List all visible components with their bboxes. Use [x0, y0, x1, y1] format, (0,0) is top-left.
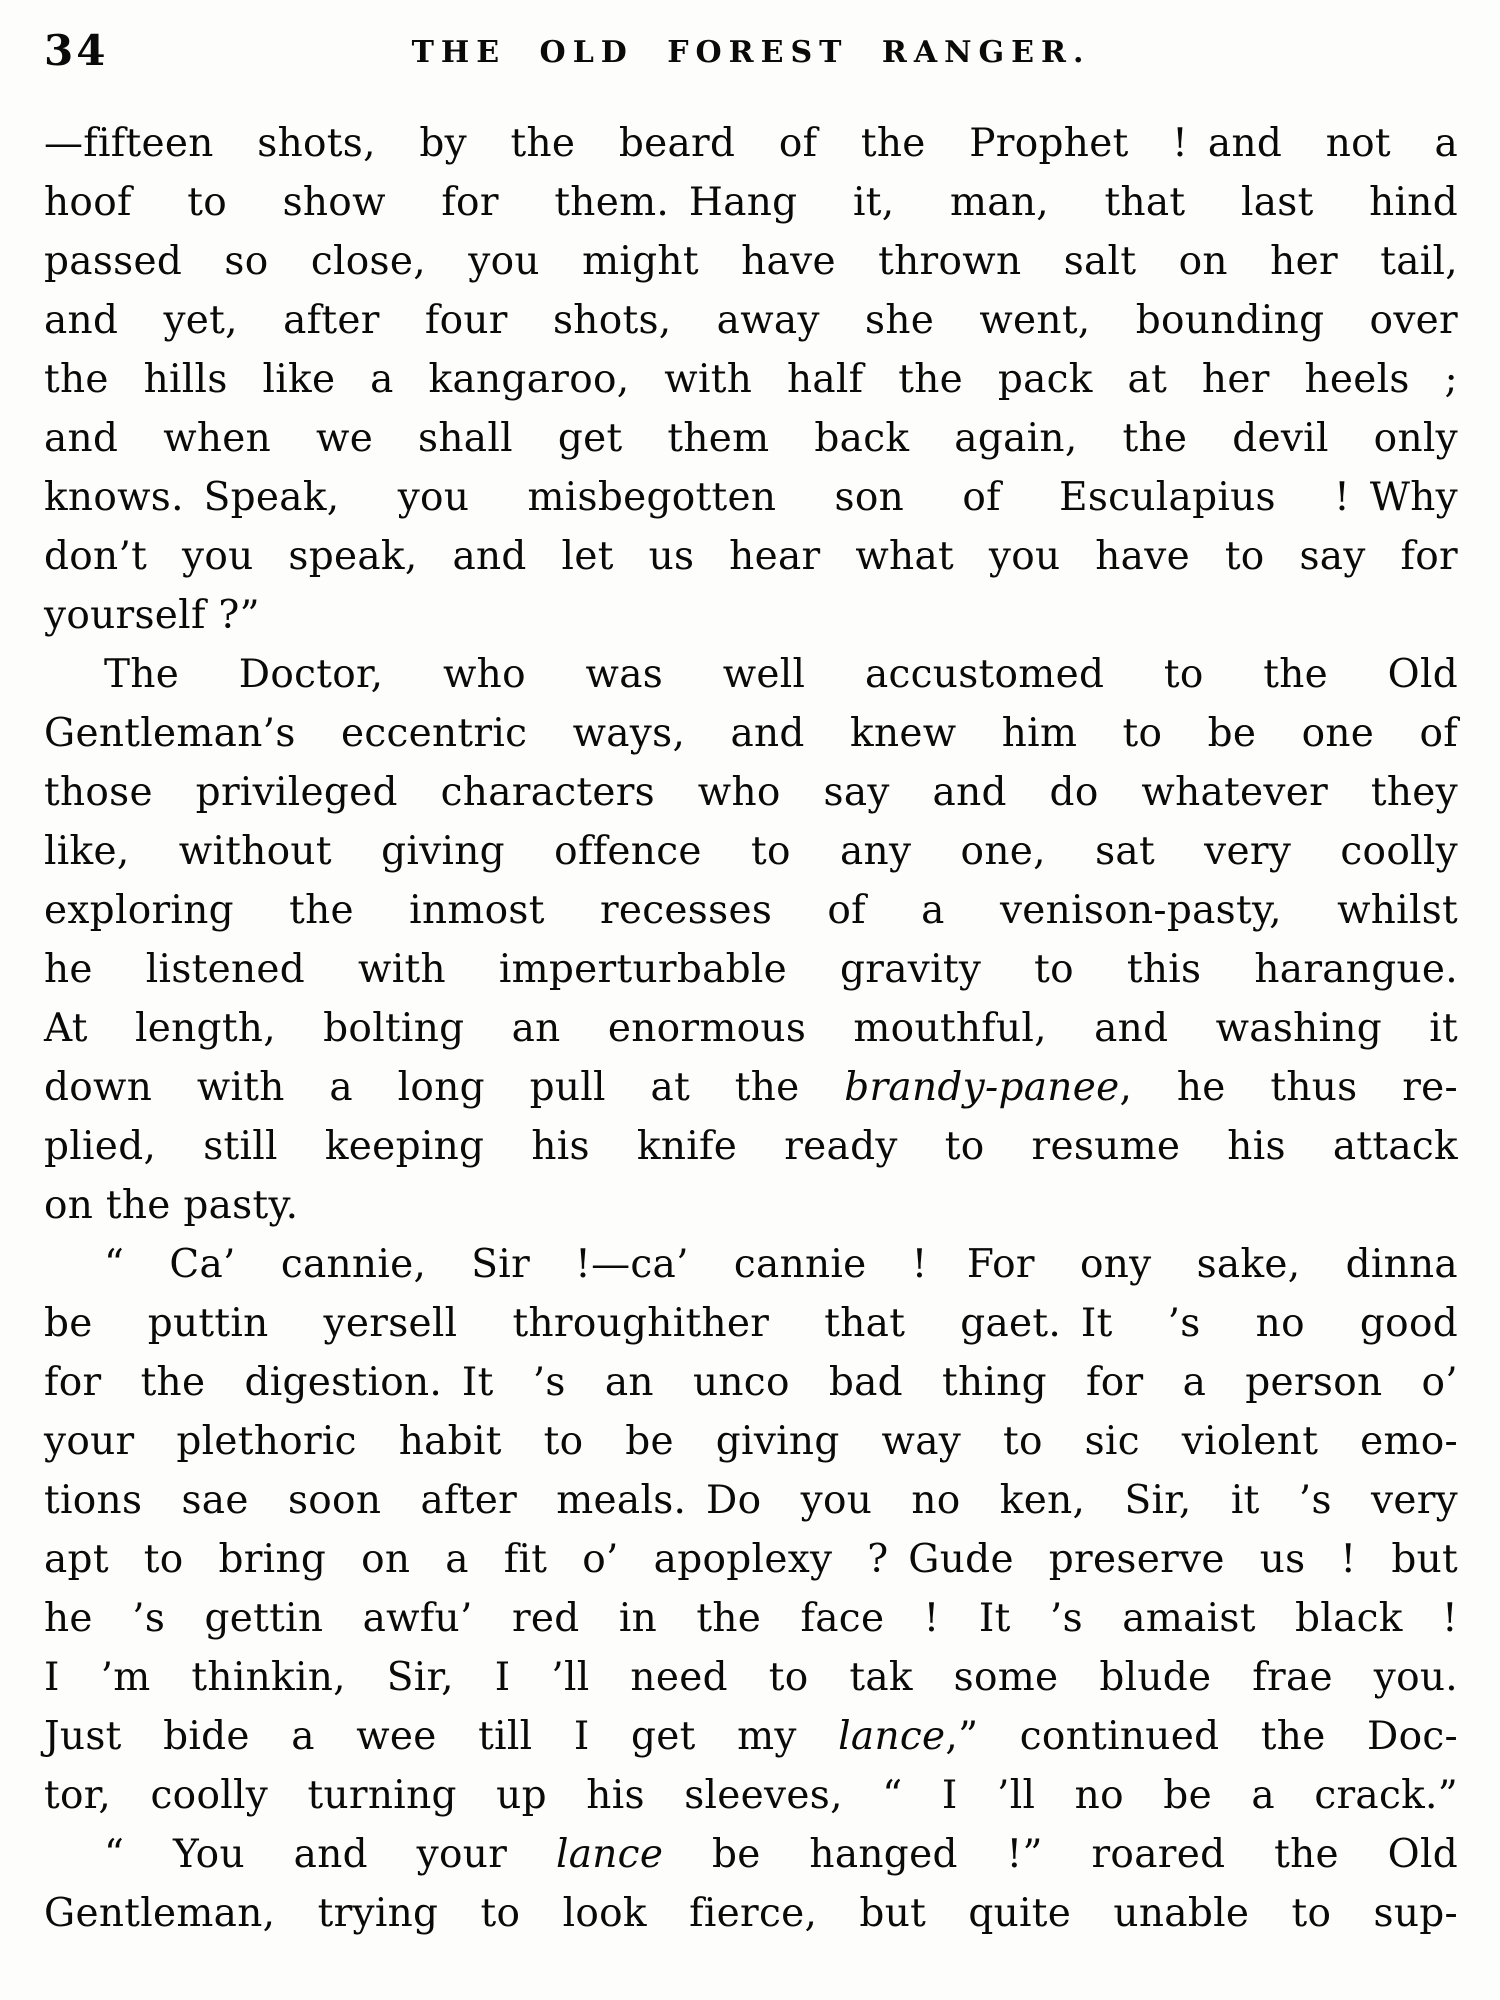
text-segment: and yet, after four shots, away she went, bounding over: [44, 298, 1458, 343]
text-segment: plied, still keeping his knife ready to resume his attack: [44, 1124, 1458, 1169]
text-segment: down with a long pull at the: [44, 1065, 845, 1110]
text-line: [44, 291, 1458, 350]
text-line: [44, 1294, 1458, 1353]
text-segment: yourself ?”: [44, 593, 260, 638]
text-segment: be hanged !” roared the Old: [663, 1832, 1458, 1877]
text-line: [44, 527, 1458, 586]
text-segment: At length, bolting an enormous mouthful, and washing it: [44, 1006, 1458, 1051]
text-line: [44, 1412, 1458, 1471]
text-line: [44, 1530, 1458, 1589]
paragraph: [44, 645, 1458, 1235]
text-line: [44, 822, 1458, 881]
text-segment: exploring the inmost recesses of a venison-pasty, whilst: [44, 888, 1458, 933]
text-line: [44, 232, 1458, 291]
text-line: [44, 468, 1458, 527]
text-segment: ,” continued the Doc-: [945, 1714, 1458, 1759]
text-line: [44, 350, 1458, 409]
text-segment: those privileged characters who say and do whatever they: [44, 770, 1458, 815]
text-line: [44, 1058, 1458, 1117]
text-line: [44, 940, 1458, 999]
italic-text: lance: [555, 1832, 664, 1877]
text-line: [44, 1471, 1458, 1530]
text-segment: Gentleman, trying to look fierce, but quite unable to sup-: [44, 1891, 1458, 1936]
text-segment: —fifteen shots, by the beard of the Prophet ! and not a: [44, 121, 1458, 166]
italic-text: brandy-panee: [844, 1065, 1120, 1110]
text-segment: Gentleman’s eccentric ways, and knew him to be one of: [44, 711, 1458, 756]
text-line: [44, 999, 1458, 1058]
text-segment: passed so close, you might have thrown salt on her tail,: [44, 239, 1458, 284]
text-segment: the hills like a kangaroo, with half the pack at her heels ;: [44, 357, 1458, 402]
text-line: [44, 1589, 1458, 1648]
text-segment: apt to bring on a fit o’ apoplexy ? Gude preserve us ! but: [44, 1537, 1458, 1582]
text-segment: for the digestion. It ’s an unco bad thing for a person o’: [44, 1360, 1458, 1405]
text-segment: tor, coolly turning up his sleeves, “ I ’ll no be a crack.”: [44, 1773, 1458, 1818]
text-line: [44, 173, 1458, 232]
page-header: [44, 26, 1458, 84]
text-line: [44, 763, 1458, 822]
running-title: THE OLD FOREST RANGER.: [411, 35, 1091, 70]
text-segment: Just bide a wee till I get my: [44, 1714, 839, 1759]
text-segment: I ’m thinkin, Sir, I ’ll need to tak some blude frae you.: [44, 1655, 1458, 1700]
text-line: [44, 1235, 1458, 1294]
page-body: [44, 114, 1458, 1943]
text-line: [44, 881, 1458, 940]
text-line: [44, 409, 1458, 468]
text-line: [44, 1117, 1458, 1176]
text-line: [44, 1825, 1458, 1884]
text-line: [44, 1766, 1458, 1825]
text-segment: hoof to show for them. Hang it, man, that last hind: [44, 180, 1458, 225]
text-line: [44, 645, 1458, 704]
page-number: 34: [44, 26, 109, 75]
text-line: [44, 1707, 1458, 1766]
text-line: [44, 1648, 1458, 1707]
text-line: [44, 704, 1458, 763]
paragraph: [44, 1235, 1458, 1825]
italic-text: lance: [838, 1714, 946, 1759]
text-segment: be puttin yersell throughither that gaet. It ’s no good: [44, 1301, 1458, 1346]
text-line: [44, 1176, 1458, 1235]
text-segment: he listened with imperturbable gravity to this harangue.: [44, 947, 1458, 992]
text-segment: on the pasty.: [44, 1183, 299, 1228]
text-segment: , he thus re-: [1119, 1065, 1458, 1110]
text-line: [44, 114, 1458, 173]
text-segment: tions sae soon after meals. Do you no ken, Sir, it ’s very: [44, 1478, 1458, 1523]
text-segment: “ You and your: [104, 1832, 556, 1877]
text-line: [44, 1884, 1458, 1943]
paragraph: [44, 114, 1458, 645]
text-segment: like, without giving offence to any one, sat very coolly: [44, 829, 1458, 874]
text-segment: your plethoric habit to be giving way to sic violent emo-: [44, 1419, 1458, 1464]
text-segment: and when we shall get them back again, the devil only: [44, 416, 1458, 461]
text-segment: he ’s gettin awfu’ red in the face ! It ’s amaist black !: [44, 1596, 1458, 1641]
text-segment: “ Ca’ cannie, Sir !—ca’ cannie ! For ony sake, dinna: [104, 1242, 1458, 1287]
text-segment: knows. Speak, you misbegotten son of Esculapius ! Why: [44, 475, 1458, 520]
text-line: [44, 1353, 1458, 1412]
text-segment: The Doctor, who was well accustomed to the Old: [104, 652, 1458, 697]
text-line: [44, 586, 1458, 645]
paragraph: [44, 1825, 1458, 1943]
text-segment: don’t you speak, and let us hear what you have to say for: [44, 534, 1458, 579]
